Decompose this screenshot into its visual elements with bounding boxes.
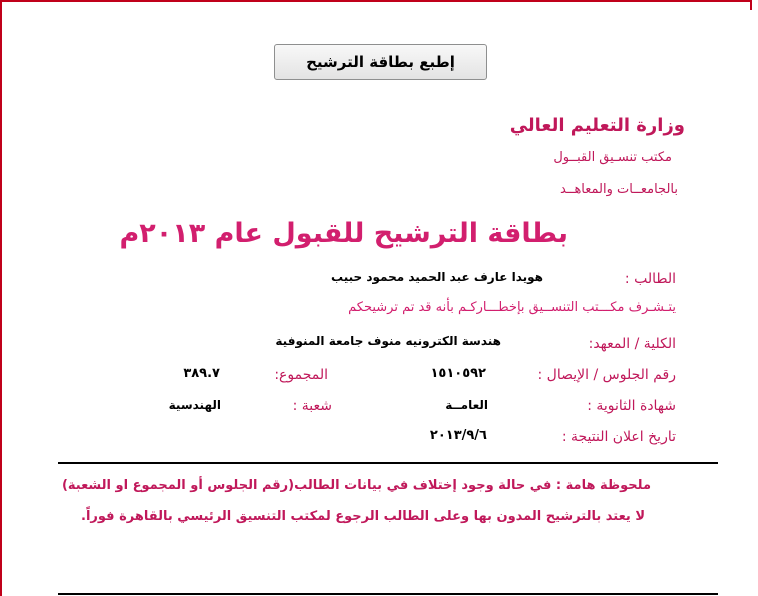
print-card-button[interactable]: إطبع بطاقة الترشيح bbox=[274, 44, 487, 80]
divider-top bbox=[58, 462, 718, 464]
result-date-label: تاريخ اعلان النتيجة : bbox=[561, 429, 676, 445]
ministry-heading: وزارة التعليم العالي bbox=[509, 115, 685, 136]
important-note-line-1: ملحوظة هامة : في حالة وجود إختلاف في بيانات الطالب(رقم الجلوس أو المجموع او الشعبة) bbox=[61, 478, 651, 493]
branch-value: الهندسية bbox=[168, 398, 221, 412]
office-line-1: مكتب تنسـيق القبــول bbox=[553, 150, 672, 165]
divider-bottom bbox=[58, 593, 718, 595]
total-label: المجموع: bbox=[274, 367, 328, 383]
frame-left-border bbox=[0, 0, 2, 596]
certificate-value: العامــة bbox=[445, 398, 488, 412]
frame-right-border bbox=[750, 0, 752, 10]
important-note-line-2: لا يعتد بالترشيح المدون بها وعلى الطالب الرجوع لمكتب التنسيق الرئيسي بالقاهرة فوراً. bbox=[81, 509, 645, 524]
student-label: الطالب : bbox=[624, 271, 676, 287]
total-value: ٣٨٩.٧ bbox=[183, 366, 220, 381]
office-line-2: بالجامعــات والمعاهــد bbox=[560, 182, 678, 197]
result-date-value: ٢٠١٣/٩/٦ bbox=[429, 428, 487, 443]
faculty-value: هندسة الكترونيه منوف جامعة المنوفية bbox=[275, 334, 501, 348]
faculty-label: الكلية / المعهد: bbox=[588, 336, 676, 352]
certificate-label: شهادة الثانوية : bbox=[587, 398, 676, 414]
frame-top-border bbox=[0, 0, 750, 2]
seat-number-value: ١٥١٠٥٩٢ bbox=[430, 366, 486, 381]
seat-number-label: رقم الجلوس / الإيصال : bbox=[537, 367, 676, 383]
nomination-announcement: يتـشـرف مكـــتب التنســيق بإخطـــاركـم بأنه قد تم ترشيحكم bbox=[348, 300, 676, 315]
card-title: بطاقة الترشيح للقبول عام ٢٠١٣م bbox=[119, 218, 568, 249]
student-name: هويدا عارف عبد الحميد محمود حبيب bbox=[331, 270, 543, 284]
branch-label: شعبة : bbox=[292, 398, 332, 414]
